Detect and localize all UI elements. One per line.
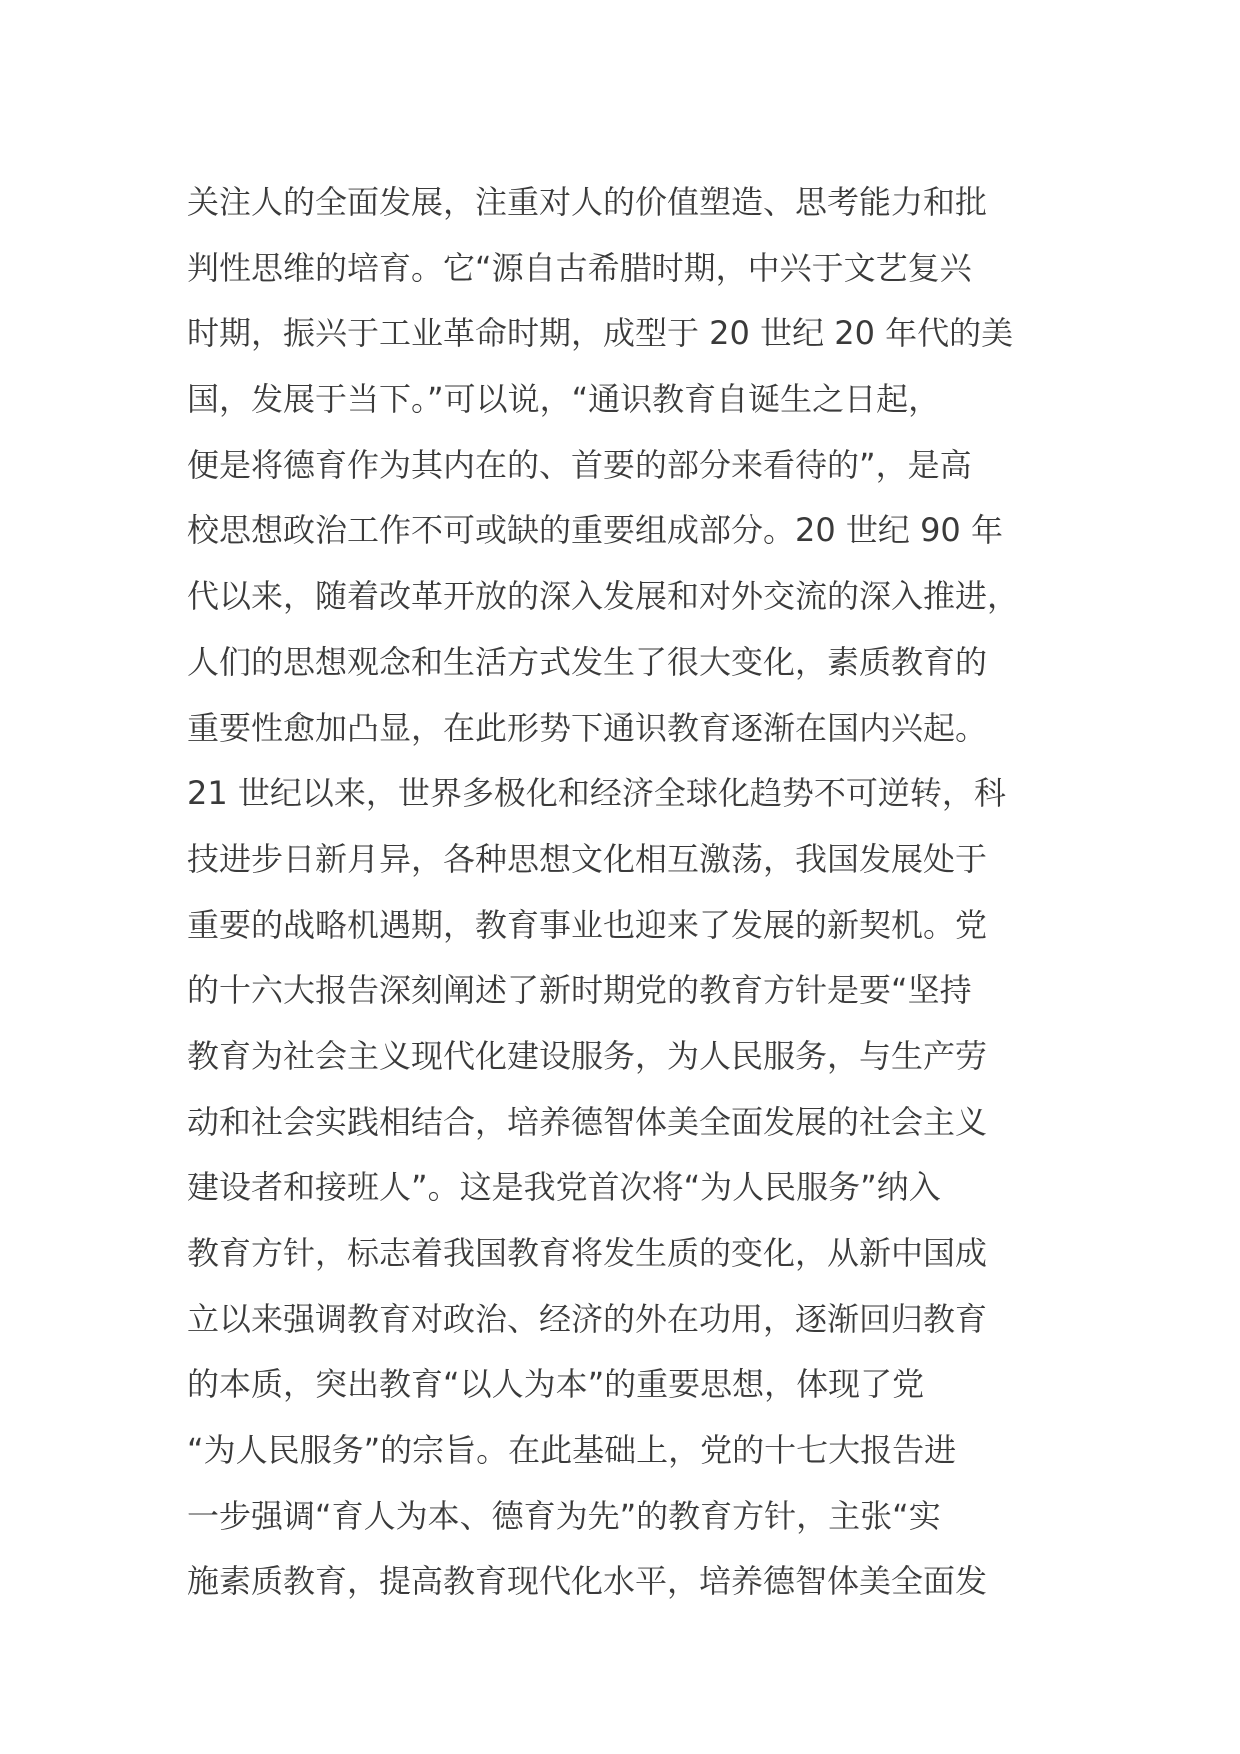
- text-line: 重要性愈加凸显，在此形势下通识教育逐渐在国内兴起。: [187, 708, 988, 747]
- text-line: 重要的战略机遇期，教育事业也迎来了发展的新契机。党: [187, 905, 988, 944]
- text-line: 判性思维的培育。它“源自古希腊时期，中兴于文艺复兴: [187, 248, 972, 287]
- text-line: 建设者和接班人”。这是我党首次将“为人民服务”纳入: [187, 1168, 941, 1207]
- text-line: 施素质教育，提高教育现代化水平，培养德智体美全面发: [187, 1562, 988, 1601]
- text-line: 教育为社会主义现代化建设服务，为人民服务，与生产劳: [187, 1036, 988, 1075]
- text-line: 便是将德育作为其内在的、首要的部分来看待的”，是高: [187, 445, 972, 484]
- text-line: 动和社会实践相结合，培养德智体美全面发展的社会主义: [187, 1102, 988, 1141]
- text-line: 时期，振兴于工业革命时期，成型于 20 世纪 20 年代的美: [187, 314, 1014, 353]
- text-line: 教育方针，标志着我国教育将发生质的变化，从新中国成: [187, 1234, 988, 1272]
- text-line: 代以来，随着改革开放的深入发展和对外交流的深入推进，: [187, 577, 1020, 616]
- text-line: 国，发展于当下。”可以说，“通识教育自诞生之日起，: [187, 380, 941, 419]
- text-line: 的本质，突出教育“以人为本”的重要思想，体现了党: [187, 1365, 925, 1404]
- text-line: 人们的思想观念和生活方式发生了很大变化，素质教育的: [187, 642, 988, 681]
- text-line: 校思想政治工作不可或缺的重要组成部分。20 世纪 90 年: [187, 511, 1003, 550]
- text-line: 立以来强调教育对政治、经济的外在功用，逐渐回归教育: [187, 1299, 988, 1338]
- text-line: 21 世纪以来，世界多极化和经济全球化趋势不可逆转，科: [187, 774, 1006, 813]
- text-line: 的十六大报告深刻阐述了新时期党的教育方针是要“坚持: [187, 971, 972, 1010]
- text-line: “为人民服务”的宗旨。在此基础上，党的十七大报告进: [187, 1431, 957, 1470]
- text-line: 技进步日新月异，各种思想文化相互激荡，我国发展处于: [187, 839, 988, 878]
- text-line: 关注人的全面发展，注重对人的价值塑造、思考能力和批: [187, 183, 988, 221]
- text-line: 一步强调“育人为本、德育为先”的教育方针，主张“实: [187, 1496, 941, 1535]
- body-paragraph: [187, 170, 1067, 1615]
